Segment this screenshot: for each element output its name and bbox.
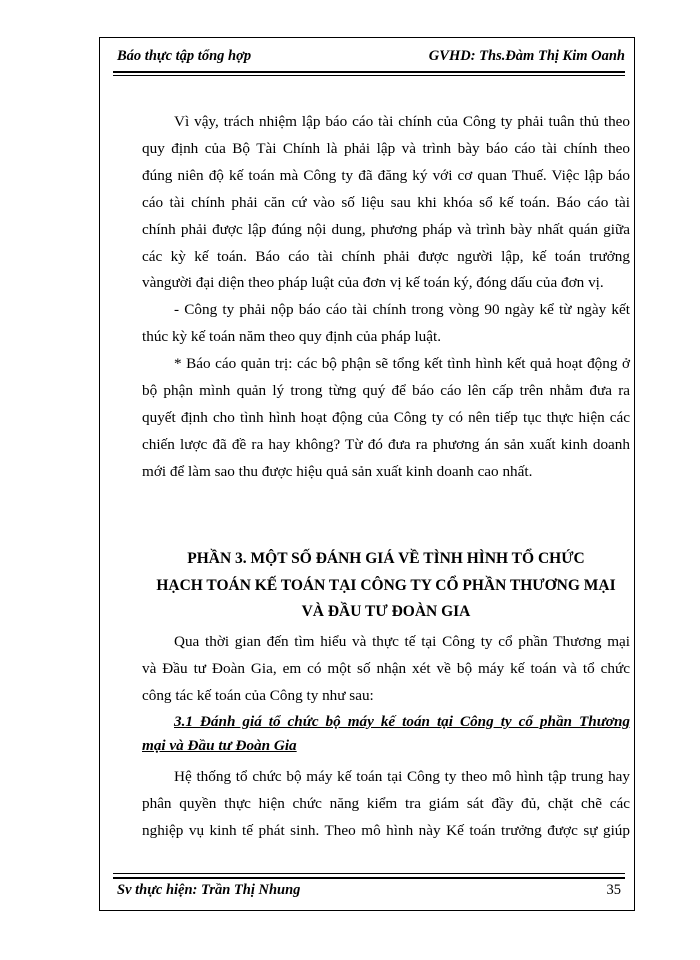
text-line: Hệ thống tổ chức bộ máy kế toán tại Công ty theo mô hình tập trung hay (174, 768, 630, 785)
text-line: và Đầu tư Đoàn Gia, em có một số nhận xét về bộ máy kế toán và tổ chức (142, 659, 630, 677)
page-number: 35 (606, 882, 621, 898)
section-title (142, 546, 630, 626)
subsection-heading-line: 3.1 Đánh giá tổ chức bộ máy kế toán tại Công ty cổ phần Thương (174, 713, 630, 730)
text-line: vàngười đại diện theo pháp luật của đơn vị kế toán ký, đóng dấu của đơn vị. (142, 274, 604, 292)
text-line: cáo tài chính phải căn cứ vào số liệu sau khi khóa sổ kế toán. Báo cáo tài (142, 193, 630, 211)
text-line: quy định của Bộ Tài Chính là phải lập và trình bày báo cáo tài chính theo (142, 139, 630, 157)
text-line: chiến lược đã đề ra hay không? Từ đó đưa ra phương án sản xuất kinh doanh (142, 435, 630, 453)
body-text (142, 109, 630, 486)
text-line: chính phải được lập đúng nội dung, phương pháp và trình bày nhất quán giữa (142, 220, 630, 238)
section-title-line: VÀ ĐẦU TƯ ĐOÀN GIA (301, 603, 471, 620)
page-footer (117, 879, 625, 903)
section-title-line: HẠCH TOÁN KẾ TOÁN TẠI CÔNG TY CỔ PHẦN THƯƠNG MẠI (156, 576, 616, 594)
page-header (117, 44, 625, 70)
text-line: * Báo cáo quản trị: các bộ phận sẽ tổng kết tình hình kết quả hoạt động ở (174, 355, 630, 373)
section-title-line: PHẦN 3. MỘT SỐ ĐÁNH GIÁ VỀ TÌNH HÌNH TỔ CHỨC (187, 550, 585, 567)
text-line: nghiệp vụ kinh tế phát sinh. Theo mô hình này Kế toán trưởng được sự giúp (142, 821, 630, 839)
text-line: các kỳ kế toán. Báo cáo tài chính phải được người lập, kế toán trưởng (142, 247, 630, 265)
text-line: đúng niên độ kế toán mà Công ty đã đăng ký với cơ quan Thuế. Việc lập báo (142, 166, 630, 184)
text-line: công tác kế toán của Công ty như sau: (142, 686, 374, 704)
footer-rule-thin (113, 873, 625, 874)
text-line: thúc kỳ kế toán năm theo quy định của pháp luật. (142, 328, 442, 346)
subsection-heading-line: mại và Đầu tư Đoàn Gia (142, 737, 297, 754)
text-line: mới để làm sao thu được hiệu quả sản xuất kinh doanh cao nhất. (142, 462, 533, 480)
subsection-heading (142, 710, 630, 758)
paragraph-1 (142, 109, 630, 297)
text-line: bộ phận mình quản lý trong từng quý để báo cáo lên cấp trên nhằm đưa ra (142, 382, 630, 400)
header-title: Báo thực tập tổng hợp (117, 48, 252, 64)
paragraph-4 (142, 764, 630, 845)
header-supervisor: GVHD: Ths.Đàm Thị Kim Oanh (428, 48, 625, 64)
header-rule-thin (113, 75, 625, 76)
text-line: Vì vậy, trách nhiệm lập báo cáo tài chính của Công ty phải tuân thủ theo (174, 113, 630, 130)
header-rule (113, 71, 625, 73)
footer-author: Sv thực hiện: Trần Thị Nhung (117, 882, 301, 898)
section-intro (142, 629, 630, 710)
paragraph-3 (142, 351, 630, 486)
paragraph-2 (142, 297, 630, 351)
text-line: quyết định cho tình hình hoạt động của Công ty có nên tiếp tục thực hiện các (142, 408, 630, 426)
text-line: Qua thời gian đến tìm hiểu và thực tế tại Công ty cổ phần Thương mại (174, 633, 630, 650)
text-line: phân quyền thực hiện chức năng kiểm tra giám sát đầy đủ, chặt chẽ các (142, 794, 630, 812)
text-line: - Công ty phải nộp báo cáo tài chính trong vòng 90 ngày kể từ ngày kết (174, 301, 630, 319)
